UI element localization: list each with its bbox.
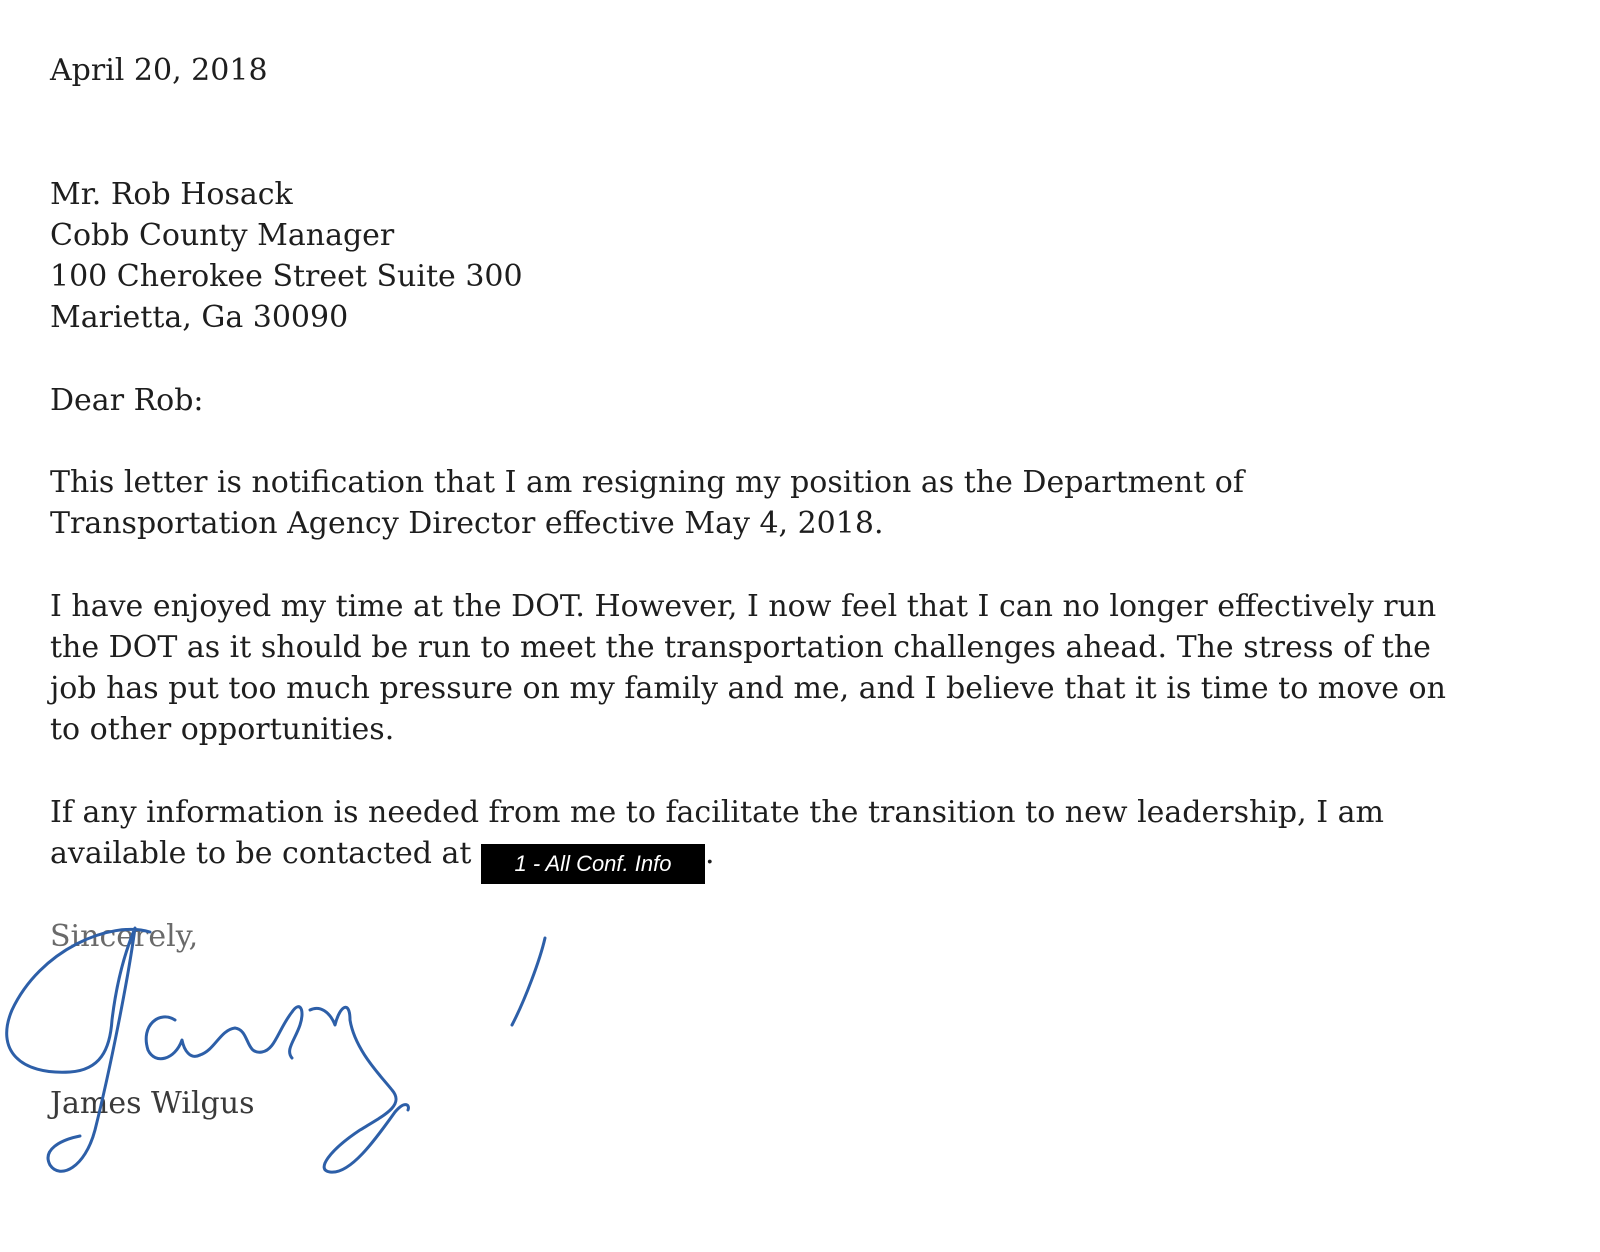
letter-date: April 20, 2018: [50, 53, 268, 88]
paragraph-3-line-2: [50, 833, 715, 884]
paragraph-3-line-1: If any information is needed from me to facilitate the transition to new leadership, I am: [50, 795, 1384, 830]
signer-name: James Wilgus: [50, 1086, 255, 1121]
paragraph-3-end: .: [705, 836, 715, 871]
signature-stroke-j: [7, 928, 150, 1171]
signature-icon: [0, 900, 600, 1200]
recipient-street: 100 Cherokee Street Suite 300: [50, 259, 523, 294]
signature-stroke-slash: [512, 938, 545, 1025]
paragraph-2-line-1: I have enjoyed my time at the DOT. However, I now feel that I can no longer effectively run: [50, 589, 1437, 624]
paragraph-3-line-2-text: available to be contacted at: [50, 836, 472, 871]
paragraph-2-line-4: to other opportunities.: [50, 712, 395, 747]
recipient-city: Marietta, Ga 30090: [50, 300, 349, 335]
salutation: Dear Rob:: [50, 383, 204, 418]
recipient-name: Mr. Rob Hosack: [50, 177, 293, 212]
paragraph-1-line-2: Transportation Agency Director effective May 4, 2018.: [50, 506, 884, 541]
paragraph-2-line-3: job has put too much pressure on my family and me, and I believe that it is time to move on: [50, 671, 1446, 706]
paragraph-2-line-2: the DOT as it should be run to meet the transportation challenges ahead. The stress of the: [50, 630, 1431, 665]
paragraph-1-line-1: This letter is notification that I am resigning my position as the Department of: [50, 465, 1244, 500]
signature-stroke-s: [200, 1007, 302, 1058]
closing: Sincerely,: [50, 919, 199, 954]
redaction-box: 1 - All Conf. Info: [481, 844, 705, 884]
signature-stroke-a: [146, 1017, 200, 1059]
recipient-title: Cobb County Manager: [50, 218, 395, 253]
signature-stroke-y: [310, 1007, 408, 1172]
